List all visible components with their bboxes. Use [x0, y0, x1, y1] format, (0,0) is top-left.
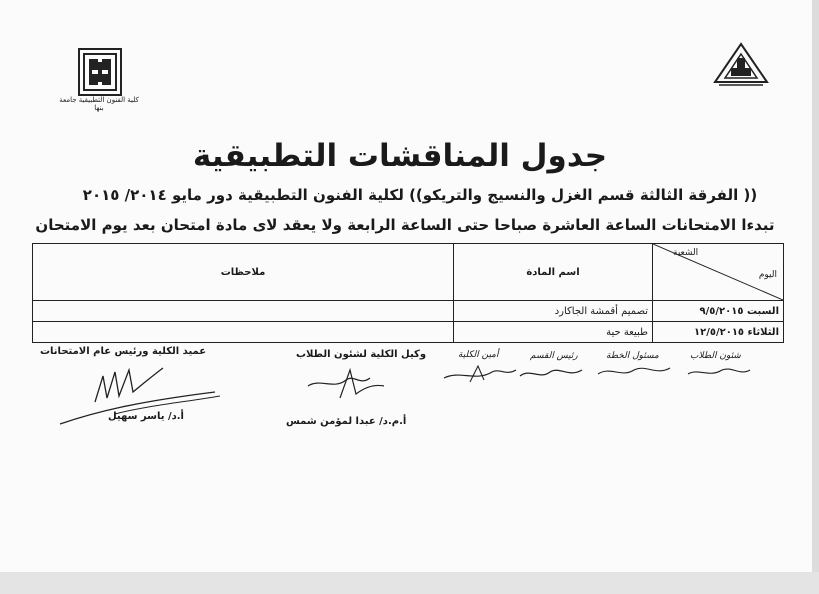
table-row [33, 301, 784, 322]
vice-dean-name: أ.م.د/ عبدا لمؤمن شمس [286, 416, 407, 427]
department-head-signature [516, 360, 586, 386]
row-subject: تصميم أقمشة الجاكارد [454, 301, 653, 322]
university-logo-icon [713, 42, 769, 88]
schedule-table [32, 243, 784, 343]
table-row [33, 322, 784, 343]
vice-dean-title: وكيل الكلية لشئون الطلاب [296, 349, 427, 360]
division-label: الشعبة [673, 248, 699, 258]
department-head-title: رئيس القسم [530, 351, 578, 361]
row-notes [33, 301, 454, 322]
row-day: الثلاثاء ١٢/٥/٢٠١٥ [653, 322, 784, 343]
page-title: جدول المناقشات التطبيقية [192, 138, 608, 174]
secretary-signature [440, 360, 520, 386]
student-affairs-title: شئون الطلاب [690, 351, 741, 361]
day-division-header [653, 244, 784, 301]
scan-edge-bottom [0, 572, 819, 594]
subject-column-header: اسم المادة [454, 244, 653, 301]
secretary-title: أمين الكلية [458, 350, 499, 360]
row-subject: طبيعة حية [454, 322, 653, 343]
row-day: السبت ٩/٥/٢٠١٥ [653, 301, 784, 322]
faculty-logo-caption: كلية الفنون التطبيقية جامعة بنها [59, 96, 139, 112]
dean-name: أ.د/ ياسر سهيل [108, 411, 184, 422]
table-header-row [33, 244, 784, 301]
plan-officer-signature [594, 360, 674, 384]
day-label: اليوم [758, 270, 777, 280]
plan-officer-title: مسئول الخطة [606, 351, 659, 361]
vice-dean-signature [300, 364, 390, 404]
notes-column-header: ملاحظات [33, 244, 454, 301]
dean-title: عميد الكلية ورئيس عام الامتحانات [40, 346, 207, 357]
faculty-logo-icon [78, 48, 122, 96]
student-affairs-signature [684, 362, 754, 384]
page-subtitle: (( الفرقة الثالثة قسم الغزل والنسيج والتريكو)) لكلية الفنون التطبيقية دور مايو ٢٠١٤/ ٢٠١٥ [82, 186, 758, 204]
exam-notice: تبدءا الامتحانات الساعة العاشرة صباحا حتى الساعة الرابعة ولا يعقد لاى مادة امتحان بعد يوم الامتحان [35, 216, 775, 234]
scan-edge-right [812, 0, 819, 594]
row-notes [33, 322, 454, 343]
